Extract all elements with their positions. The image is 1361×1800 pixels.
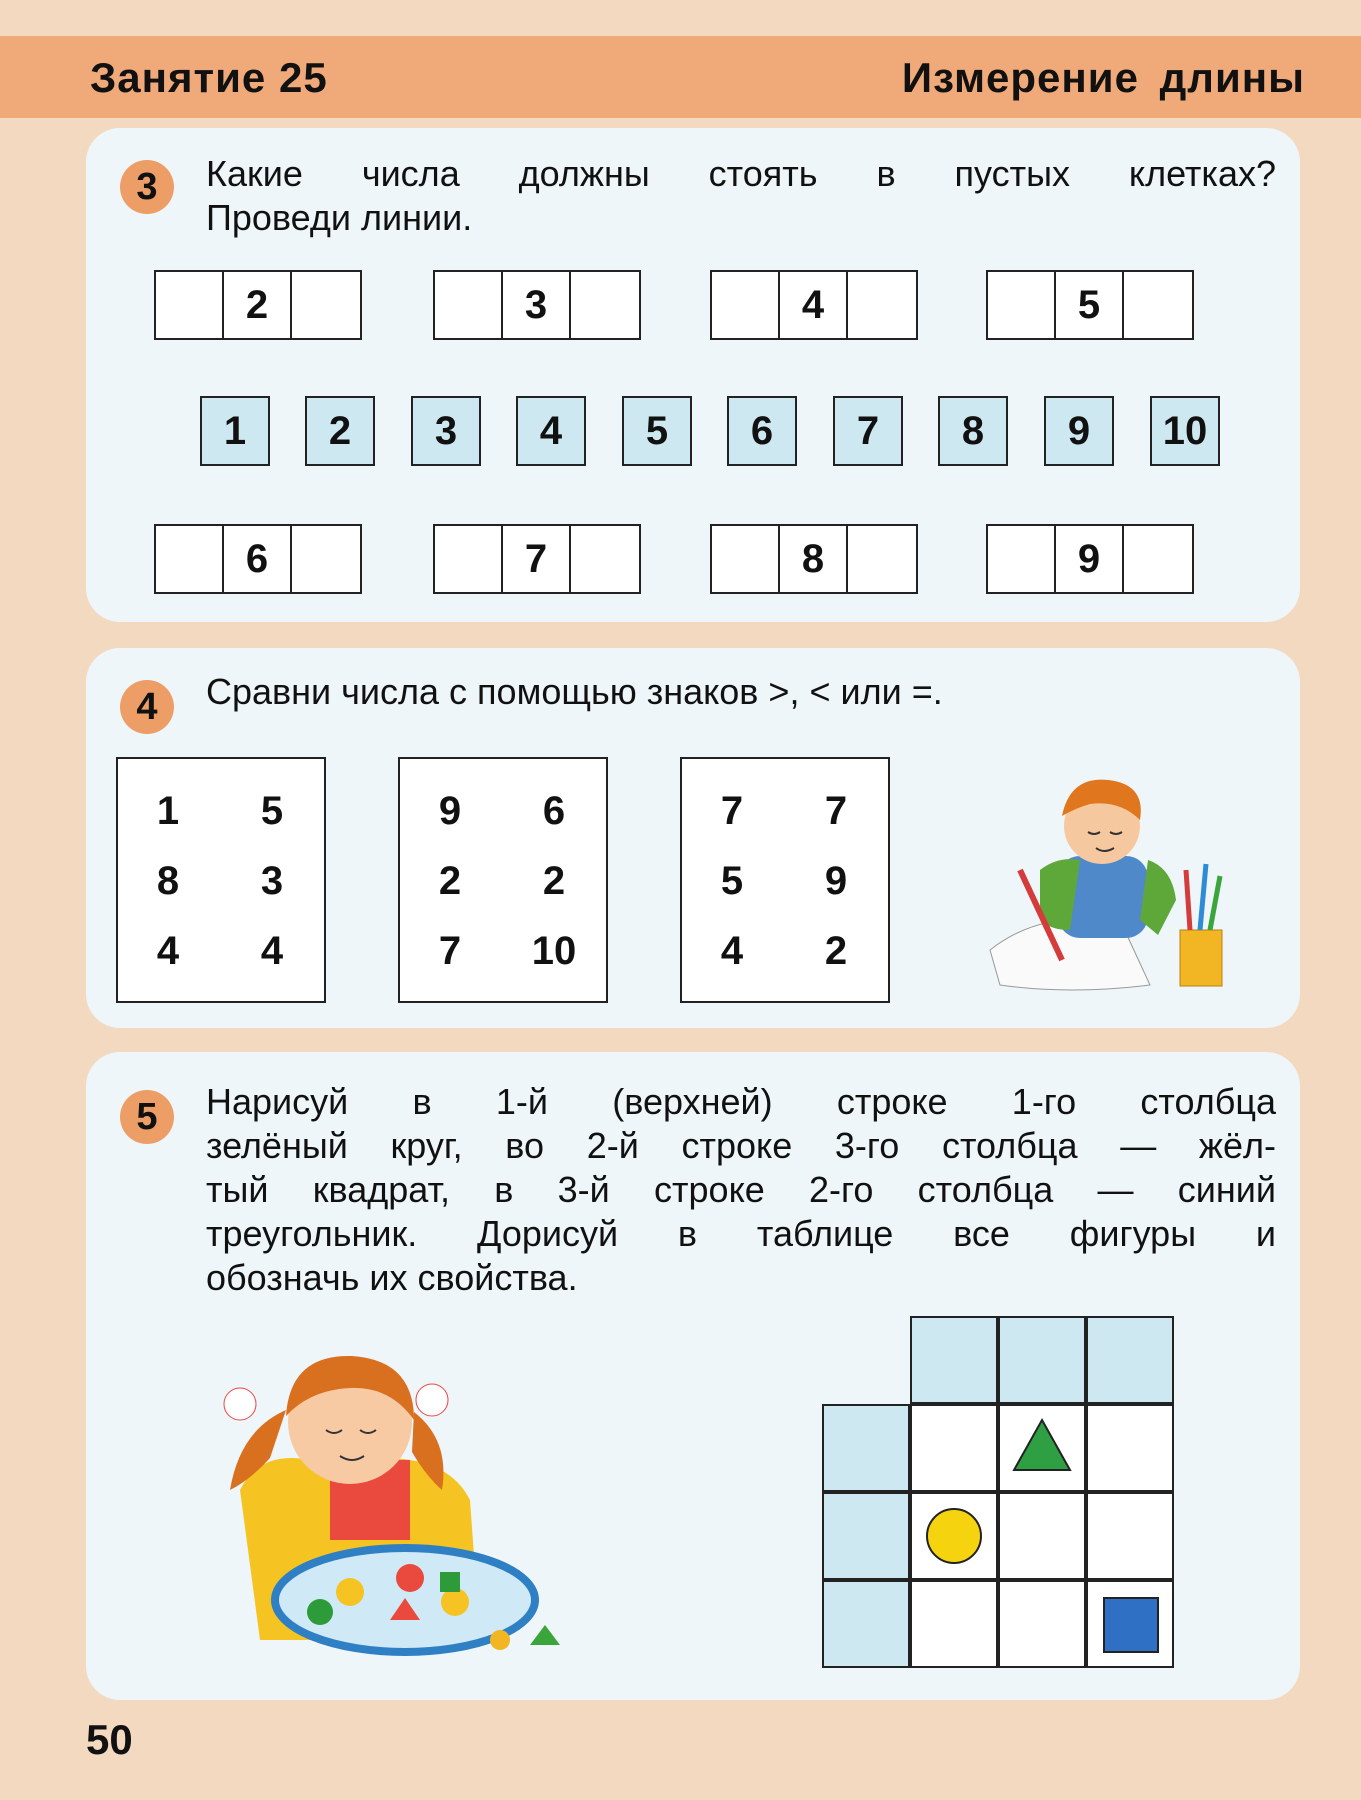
compare-number: 9 — [438, 789, 462, 833]
compare-number: 3 — [260, 859, 284, 903]
number-cell: 3 — [503, 272, 571, 338]
grid-cell[interactable] — [998, 1580, 1086, 1668]
task4-text: Сравни числа с помощью знаков >, < или =. — [206, 671, 943, 712]
empty-cell[interactable] — [1124, 272, 1192, 338]
grid-cell[interactable] — [998, 1492, 1086, 1580]
grid-cell[interactable] — [910, 1404, 998, 1492]
girl-with-shapes-illustration — [200, 1340, 620, 1670]
compare-number: 9 — [824, 859, 848, 903]
number-box[interactable]: 1 — [200, 396, 270, 466]
task3-text-line1: Какие числа должны стоять в пустых клетках? — [206, 153, 1276, 194]
empty-cell[interactable] — [848, 526, 916, 592]
empty-cell[interactable] — [848, 272, 916, 338]
blue-square-icon — [1086, 1580, 1174, 1668]
number-box[interactable]: 7 — [833, 396, 903, 466]
grid-header-cell — [998, 1316, 1086, 1404]
compare-number: 4 — [720, 929, 744, 973]
lesson-title: Занятие 25 — [90, 54, 328, 101]
empty-cell[interactable] — [988, 526, 1056, 592]
compare-box-3 — [680, 757, 890, 1003]
compare-number: 2 — [824, 929, 848, 973]
top-triple-3[interactable] — [710, 270, 918, 340]
compare-number: 6 — [542, 789, 566, 833]
grid-cell[interactable] — [910, 1580, 998, 1668]
empty-cell[interactable] — [292, 272, 360, 338]
number-box[interactable]: 8 — [938, 396, 1008, 466]
grid-cell[interactable] — [1086, 1580, 1174, 1668]
task5-badge: 5 — [120, 1090, 174, 1144]
compare-number: 5 — [260, 789, 284, 833]
compare-number: 1 — [156, 789, 180, 833]
page-number: 50 — [86, 1716, 133, 1763]
number-box[interactable]: 10 — [1150, 396, 1220, 466]
compare-number: 8 — [156, 859, 180, 903]
grid-cell[interactable] — [910, 1492, 998, 1580]
bottom-triple-4[interactable] — [986, 524, 1194, 594]
empty-cell[interactable] — [712, 526, 780, 592]
number-box[interactable]: 4 — [516, 396, 586, 466]
empty-cell[interactable] — [156, 272, 224, 338]
number-cell: 9 — [1056, 526, 1124, 592]
compare-box-1 — [116, 757, 326, 1003]
grid-cell[interactable] — [998, 1404, 1086, 1492]
compare-number: 2 — [438, 859, 462, 903]
task3-text-line2: Проведи линии. — [206, 197, 473, 238]
bottom-triple-3[interactable] — [710, 524, 918, 594]
empty-cell[interactable] — [435, 526, 503, 592]
task5-text-line5: обозначь их свойства. — [206, 1257, 578, 1298]
task4-badge: 4 — [120, 680, 174, 734]
empty-cell[interactable] — [1124, 526, 1192, 592]
empty-cell[interactable] — [156, 526, 224, 592]
grid-row-header-cell — [822, 1404, 910, 1492]
number-cell: 6 — [224, 526, 292, 592]
top-triple-2[interactable] — [433, 270, 641, 340]
empty-cell[interactable] — [571, 526, 639, 592]
task5-text-line2: зелёный круг, во 2-й строке 3-го столбца — жёл- — [206, 1125, 1276, 1166]
grid-header-cell — [910, 1316, 998, 1404]
compare-number: 7 — [824, 789, 848, 833]
top-triple-4[interactable] — [986, 270, 1194, 340]
task3-badge: 3 — [120, 160, 174, 214]
empty-cell[interactable] — [292, 526, 360, 592]
bottom-triple-2[interactable] — [433, 524, 641, 594]
compare-number: 2 — [542, 859, 566, 903]
grid-header-cell — [1086, 1316, 1174, 1404]
lesson-header — [0, 36, 1361, 118]
empty-cell[interactable] — [988, 272, 1056, 338]
number-box[interactable]: 2 — [305, 396, 375, 466]
compare-number: 4 — [156, 929, 180, 973]
yellow-circle-icon — [910, 1492, 998, 1580]
number-box[interactable]: 3 — [411, 396, 481, 466]
grid-cell[interactable] — [1086, 1492, 1174, 1580]
top-triple-1[interactable] — [154, 270, 362, 340]
compare-number: 7 — [438, 929, 462, 973]
compare-number: 4 — [260, 929, 284, 973]
green-triangle-icon — [998, 1404, 1086, 1492]
compare-box-2 — [398, 757, 608, 1003]
number-cell: 4 — [780, 272, 848, 338]
number-cell: 8 — [780, 526, 848, 592]
empty-cell[interactable] — [571, 272, 639, 338]
task5-text-line4: треугольник. Дорисуй в таблице все фигуры и — [206, 1213, 1276, 1254]
compare-number: 5 — [720, 859, 744, 903]
number-row — [200, 396, 1220, 466]
grid-cell[interactable] — [1086, 1404, 1174, 1492]
number-box[interactable]: 9 — [1044, 396, 1114, 466]
empty-cell[interactable] — [712, 272, 780, 338]
number-box[interactable]: 5 — [622, 396, 692, 466]
compare-number: 7 — [720, 789, 744, 833]
task5-text-line3: тый квадрат, в 3-й строке 2-го столбца — синий — [206, 1169, 1276, 1210]
grid-row-header-cell — [822, 1580, 910, 1668]
number-cell: 7 — [503, 526, 571, 592]
grid-row-header-cell — [822, 1492, 910, 1580]
bottom-triple-1[interactable] — [154, 524, 362, 594]
topic-title: Измерение длины — [901, 54, 1305, 101]
compare-number: 10 — [531, 929, 577, 973]
task5-text-line1: Нарисуй в 1-й (верхней) строке 1-го столбца — [206, 1081, 1276, 1122]
number-cell: 5 — [1056, 272, 1124, 338]
boy-writing-illustration — [980, 760, 1240, 1000]
number-box[interactable]: 6 — [727, 396, 797, 466]
number-cell: 2 — [224, 272, 292, 338]
empty-cell[interactable] — [435, 272, 503, 338]
